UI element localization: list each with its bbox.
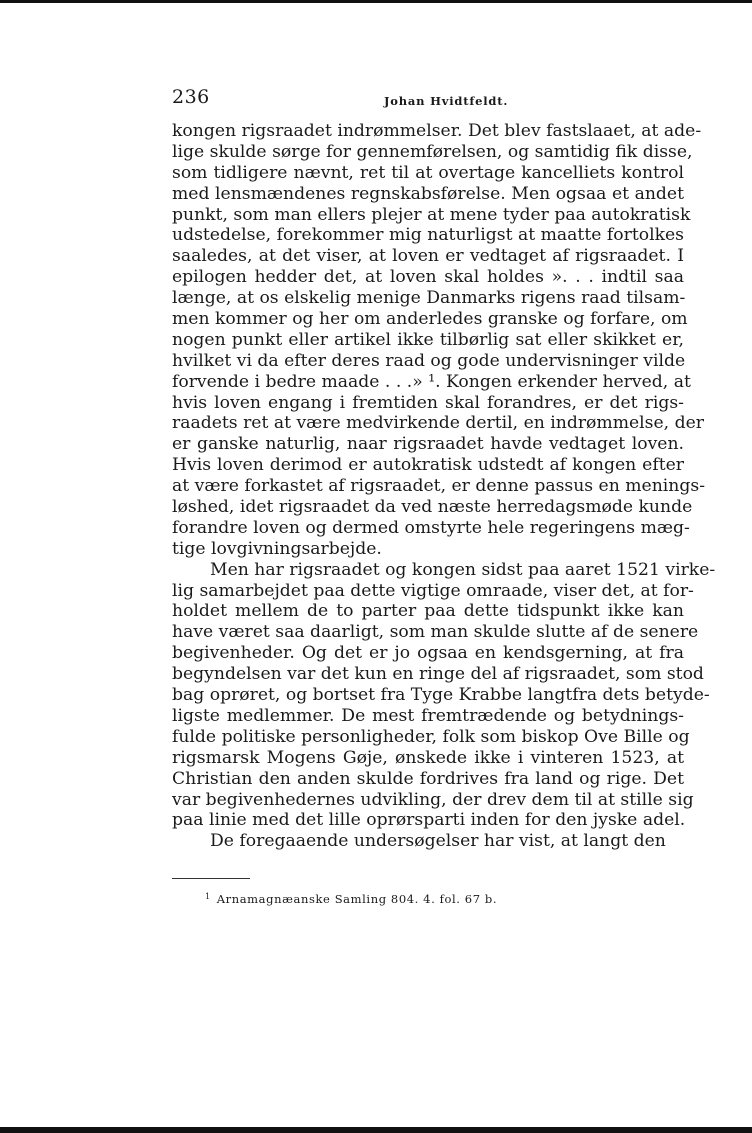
text-line: Hvis loven derimod er autokratisk udstedt af kongen efter — [172, 455, 684, 476]
text-line: lig samarbejdet paa dette vigtige omraade, viser det, at for- — [172, 580, 694, 601]
page-number: 236 — [172, 86, 210, 108]
text-line: rigsmarsk Mogens Gøje, ønskede ikke i vinteren 1523, at — [172, 747, 684, 768]
paragraph — [172, 831, 684, 852]
text-line: med lensmændenes regnskabsførelse. Men ogsaa et andet — [172, 183, 684, 204]
text-line: epilogen hedder det, at loven skal holdes ». . . indtil saa — [172, 267, 684, 288]
text-line: men kommer og her om anderledes granske og forfare, om — [172, 309, 688, 330]
bottom-edge-rule — [0, 1127, 752, 1133]
text-line: Christian den anden skulde fordrives fra land og rige. Det — [172, 768, 684, 789]
footnote — [205, 892, 497, 906]
text-line: kongen rigsraadet indrømmelser. Det blev fastslaaet, at ade- — [172, 121, 702, 141]
text-line: længe, at os elskelig menige Danmarks rigens raad tilsam- — [172, 288, 686, 309]
text-line: bag oprøret, og bortset fra Tyge Krabbe langtfra dets betyde- — [172, 685, 710, 706]
text-line: hvilket vi da efter deres raad og gode undervisninger vilde — [172, 350, 686, 371]
paragraph — [172, 559, 716, 832]
text-line: nogen punkt eller artikel ikke tilbørlig sat eller skikket er, — [172, 329, 684, 350]
text-line: De foregaaende undersøgelser har vist, at langt den — [210, 831, 666, 852]
text-line: have været saa daarligt, som man skulde slutte af de senere — [172, 622, 699, 643]
text-line: fulde politiske personligheder, folk som biskop Ove Bille og — [172, 726, 690, 747]
text-line: hvis loven engang i fremtiden skal forandres, er det rigs- — [172, 392, 684, 413]
text-line: var begivenhedernes udvikling, der drev dem til at stille sig — [172, 789, 694, 810]
text-line: forandre loven og dermed omstyrte hele regeringens mæg- — [172, 517, 690, 538]
text-line: ligste medlemmer. De mest fremtrædende og betydnings- — [172, 705, 684, 726]
text-line: begyndelsen var det kun en ringe del af rigsraadet, som stod — [172, 664, 704, 685]
text-line: tige lovgivningsarbejde. — [172, 538, 382, 559]
text-line: udstedelse, forekommer mig naturligst at maatte fortolkes — [172, 225, 684, 246]
text-line: som tidligere nævnt, ret til at overtage kancelliets kontrol — [172, 162, 684, 183]
body-text — [172, 121, 716, 852]
text-line: Men har rigsraadet og kongen sidst paa aaret 1521 virke- — [210, 559, 716, 580]
text-line: paa linie med det lille oprørsparti inden for den jyske adel. — [172, 810, 686, 831]
paragraph — [172, 121, 705, 560]
text-line: raadets ret at være medvirkende dertil, en indrømmelse, der — [172, 413, 704, 434]
footnote-marker: 1 — [205, 892, 211, 901]
text-line: punkt, som man ellers plejer at mene tyder paa autokratisk — [172, 204, 691, 225]
text-line: at være forkastet af rigsraadet, er denne passus en menings- — [172, 476, 705, 497]
running-head: Johan Hvidtfeldt. — [384, 94, 509, 108]
text-line: holdet mellem de to parter paa dette tidspunkt ikke kan — [172, 601, 684, 622]
footnote-text: Arnamagnæanske Samling 804. 4. fol. 67 b. — [216, 892, 498, 906]
text-line: lige skulde sørge for gennemførelsen, og samtidig fik disse, — [172, 141, 693, 162]
text-line: begivenheder. Og det er jo ogsaa en kendsgerning, at fra — [172, 643, 684, 664]
text-line: løshed, idet rigsraadet da ved næste herredagsmøde kunde — [172, 497, 693, 518]
top-edge-rule — [0, 0, 752, 3]
text-line: er ganske naturlig, naar rigsraadet havde vedtaget loven. — [172, 434, 684, 455]
footnote-rule — [172, 878, 250, 879]
text-line: saaledes, at det viser, at loven er vedtaget af rigsraadet. I — [172, 246, 684, 267]
text-line: forvende i bedre maade . . .» ¹. Kongen erkender herved, at — [172, 371, 691, 392]
